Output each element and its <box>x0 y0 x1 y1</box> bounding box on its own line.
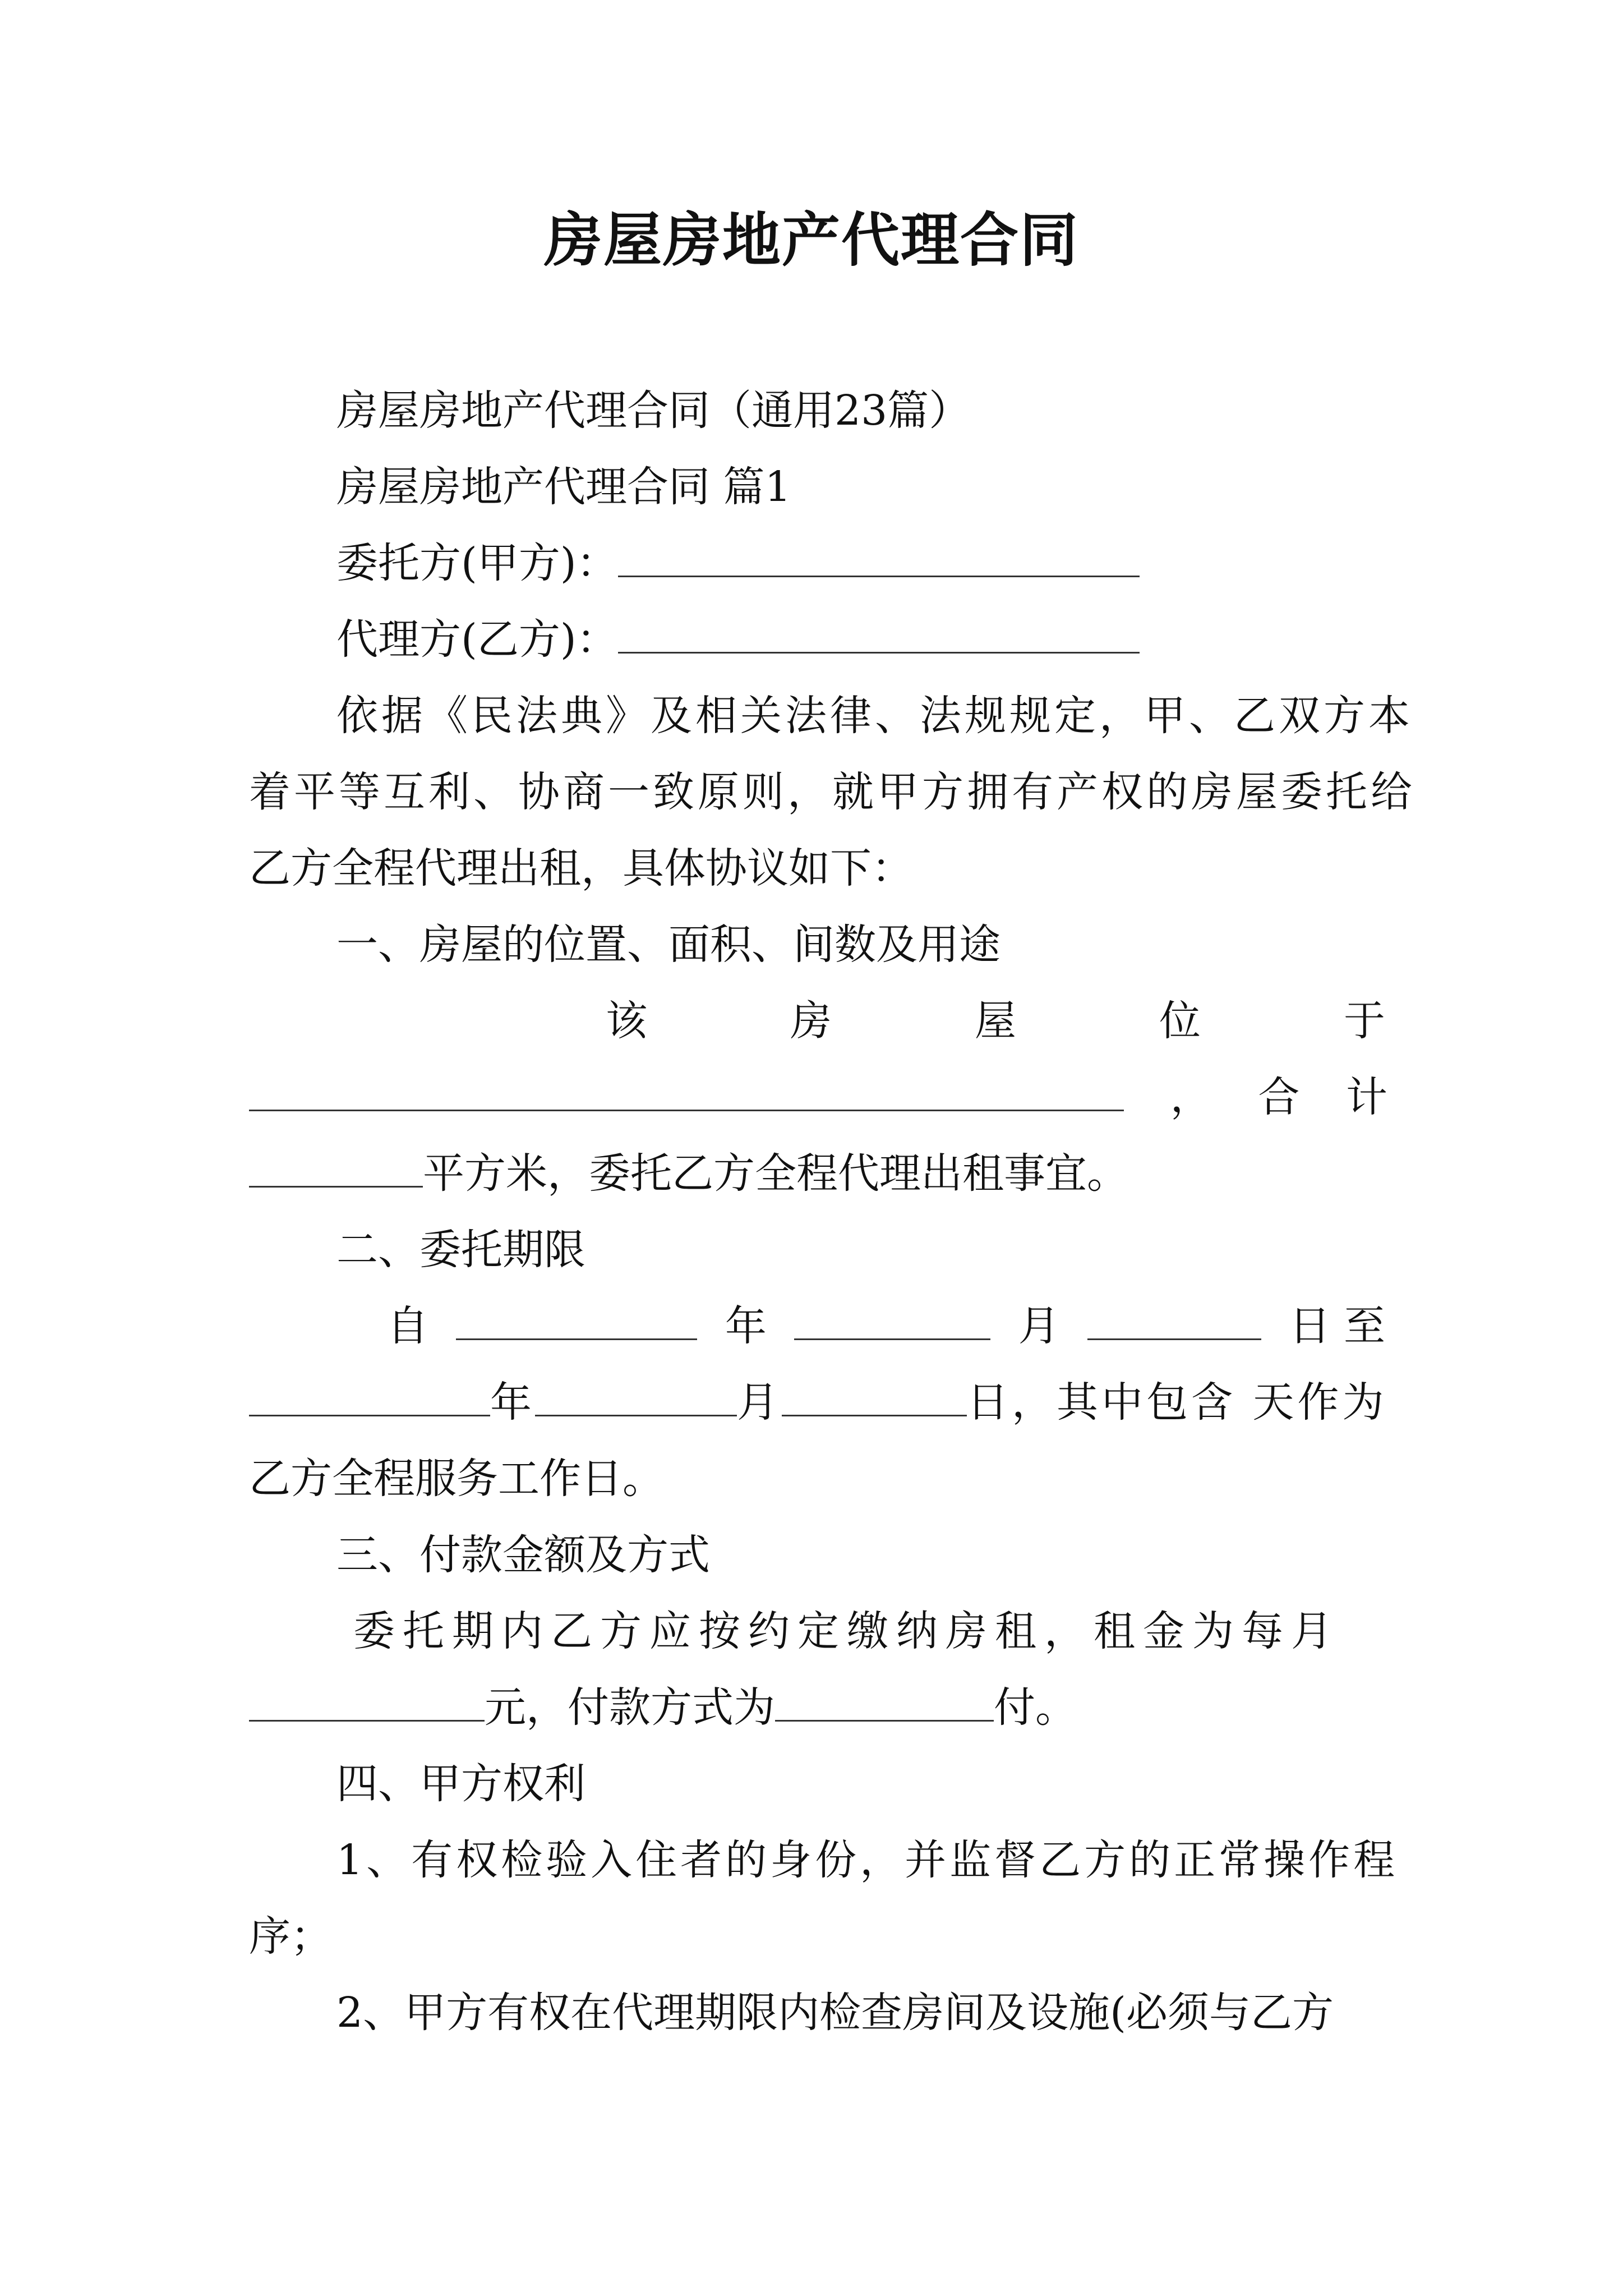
year-label: 年 <box>490 1378 535 1427</box>
area-text: 平方米，委托乙方全程代理出租事宜。 <box>423 1149 1128 1198</box>
party-a-blank <box>618 540 1140 577</box>
spaced-char: 该 <box>606 997 647 1045</box>
rent-line: 委托期内乙方应按约定缴纳房租，租金为每月 <box>353 1607 1340 1655</box>
month-label: 月 <box>737 1378 782 1427</box>
start-year-blank <box>456 1303 697 1340</box>
document-title: 房屋房地产代理合同 <box>543 205 1079 274</box>
paragraph-line: 乙方全程代理出租，具体协议如下： <box>249 844 913 892</box>
subtitle-line: 房屋房地产代理合同（通用23篇） <box>336 386 971 435</box>
paragraph-line: 2、甲方有权在代理期限内检查房间及设施(必须与乙方 <box>336 1989 1334 2037</box>
location-blank <box>249 1074 1124 1111</box>
spaced-char: 合 <box>1258 1073 1300 1121</box>
party-b-blank <box>618 616 1140 654</box>
period-end-line <box>249 1369 1387 1436</box>
rent-amount-blank <box>249 1684 485 1722</box>
clause-heading-2: 二、委托期限 <box>336 1226 585 1274</box>
paragraph-line: 序； <box>249 1912 332 1961</box>
area-line <box>249 1140 1387 1207</box>
month-label: 月 <box>1018 1302 1060 1350</box>
day-text: 日，其中包含 天作为 <box>967 1378 1387 1427</box>
spaced-char: 计 <box>1345 1073 1387 1121</box>
payment-end-text: 付。 <box>994 1683 1077 1732</box>
clause-heading-1: 一、房屋的位置、面积、间数及用途 <box>336 921 1000 969</box>
from-label: 自 <box>387 1302 428 1350</box>
party-a-label: 委托方(甲方)： <box>336 539 618 587</box>
start-day-blank <box>1087 1303 1261 1340</box>
location-line <box>606 987 1385 1055</box>
party-b-line <box>336 606 1387 673</box>
payment-method-blank <box>775 1684 994 1722</box>
area-blank <box>249 1150 423 1188</box>
spaced-char: 屋 <box>975 997 1016 1045</box>
payment-text: 元，付款方式为 <box>485 1683 775 1732</box>
section-heading-line: 房屋房地产代理合同 篇1 <box>336 463 791 511</box>
end-year-blank <box>249 1379 490 1416</box>
start-month-blank <box>794 1303 990 1340</box>
year-label: 年 <box>725 1302 767 1350</box>
spaced-char: ， <box>1170 1073 1212 1121</box>
paragraph-line: 1、有权检验入住者的身份，并监督乙方的正常操作程 <box>336 1836 1399 1884</box>
paragraph-line: 乙方全程服务工作日。 <box>249 1455 664 1503</box>
end-day-blank <box>782 1379 967 1416</box>
clause-heading-4: 四、甲方权利 <box>336 1760 585 1808</box>
spaced-char: 于 <box>1344 997 1385 1045</box>
paragraph-line: 着平等互利、协商一致原则，就甲方拥有产权的房屋委托给 <box>249 768 1415 816</box>
period-start-line <box>387 1292 1385 1360</box>
spaced-char: 位 <box>1159 997 1201 1045</box>
day-to-label: 日 至 <box>1289 1302 1385 1350</box>
end-month-blank <box>535 1379 737 1416</box>
spaced-char: 房 <box>790 997 832 1045</box>
payment-line <box>249 1674 1387 1741</box>
party-b-label: 代理方(乙方)： <box>336 615 618 664</box>
clause-heading-3: 三、付款金额及方式 <box>336 1531 710 1579</box>
location-blank-line <box>249 1064 1387 1131</box>
paragraph-line: 依据《民法典》及相关法律、法规规定，甲、乙双方本 <box>336 692 1413 740</box>
party-a-line <box>336 530 1387 597</box>
